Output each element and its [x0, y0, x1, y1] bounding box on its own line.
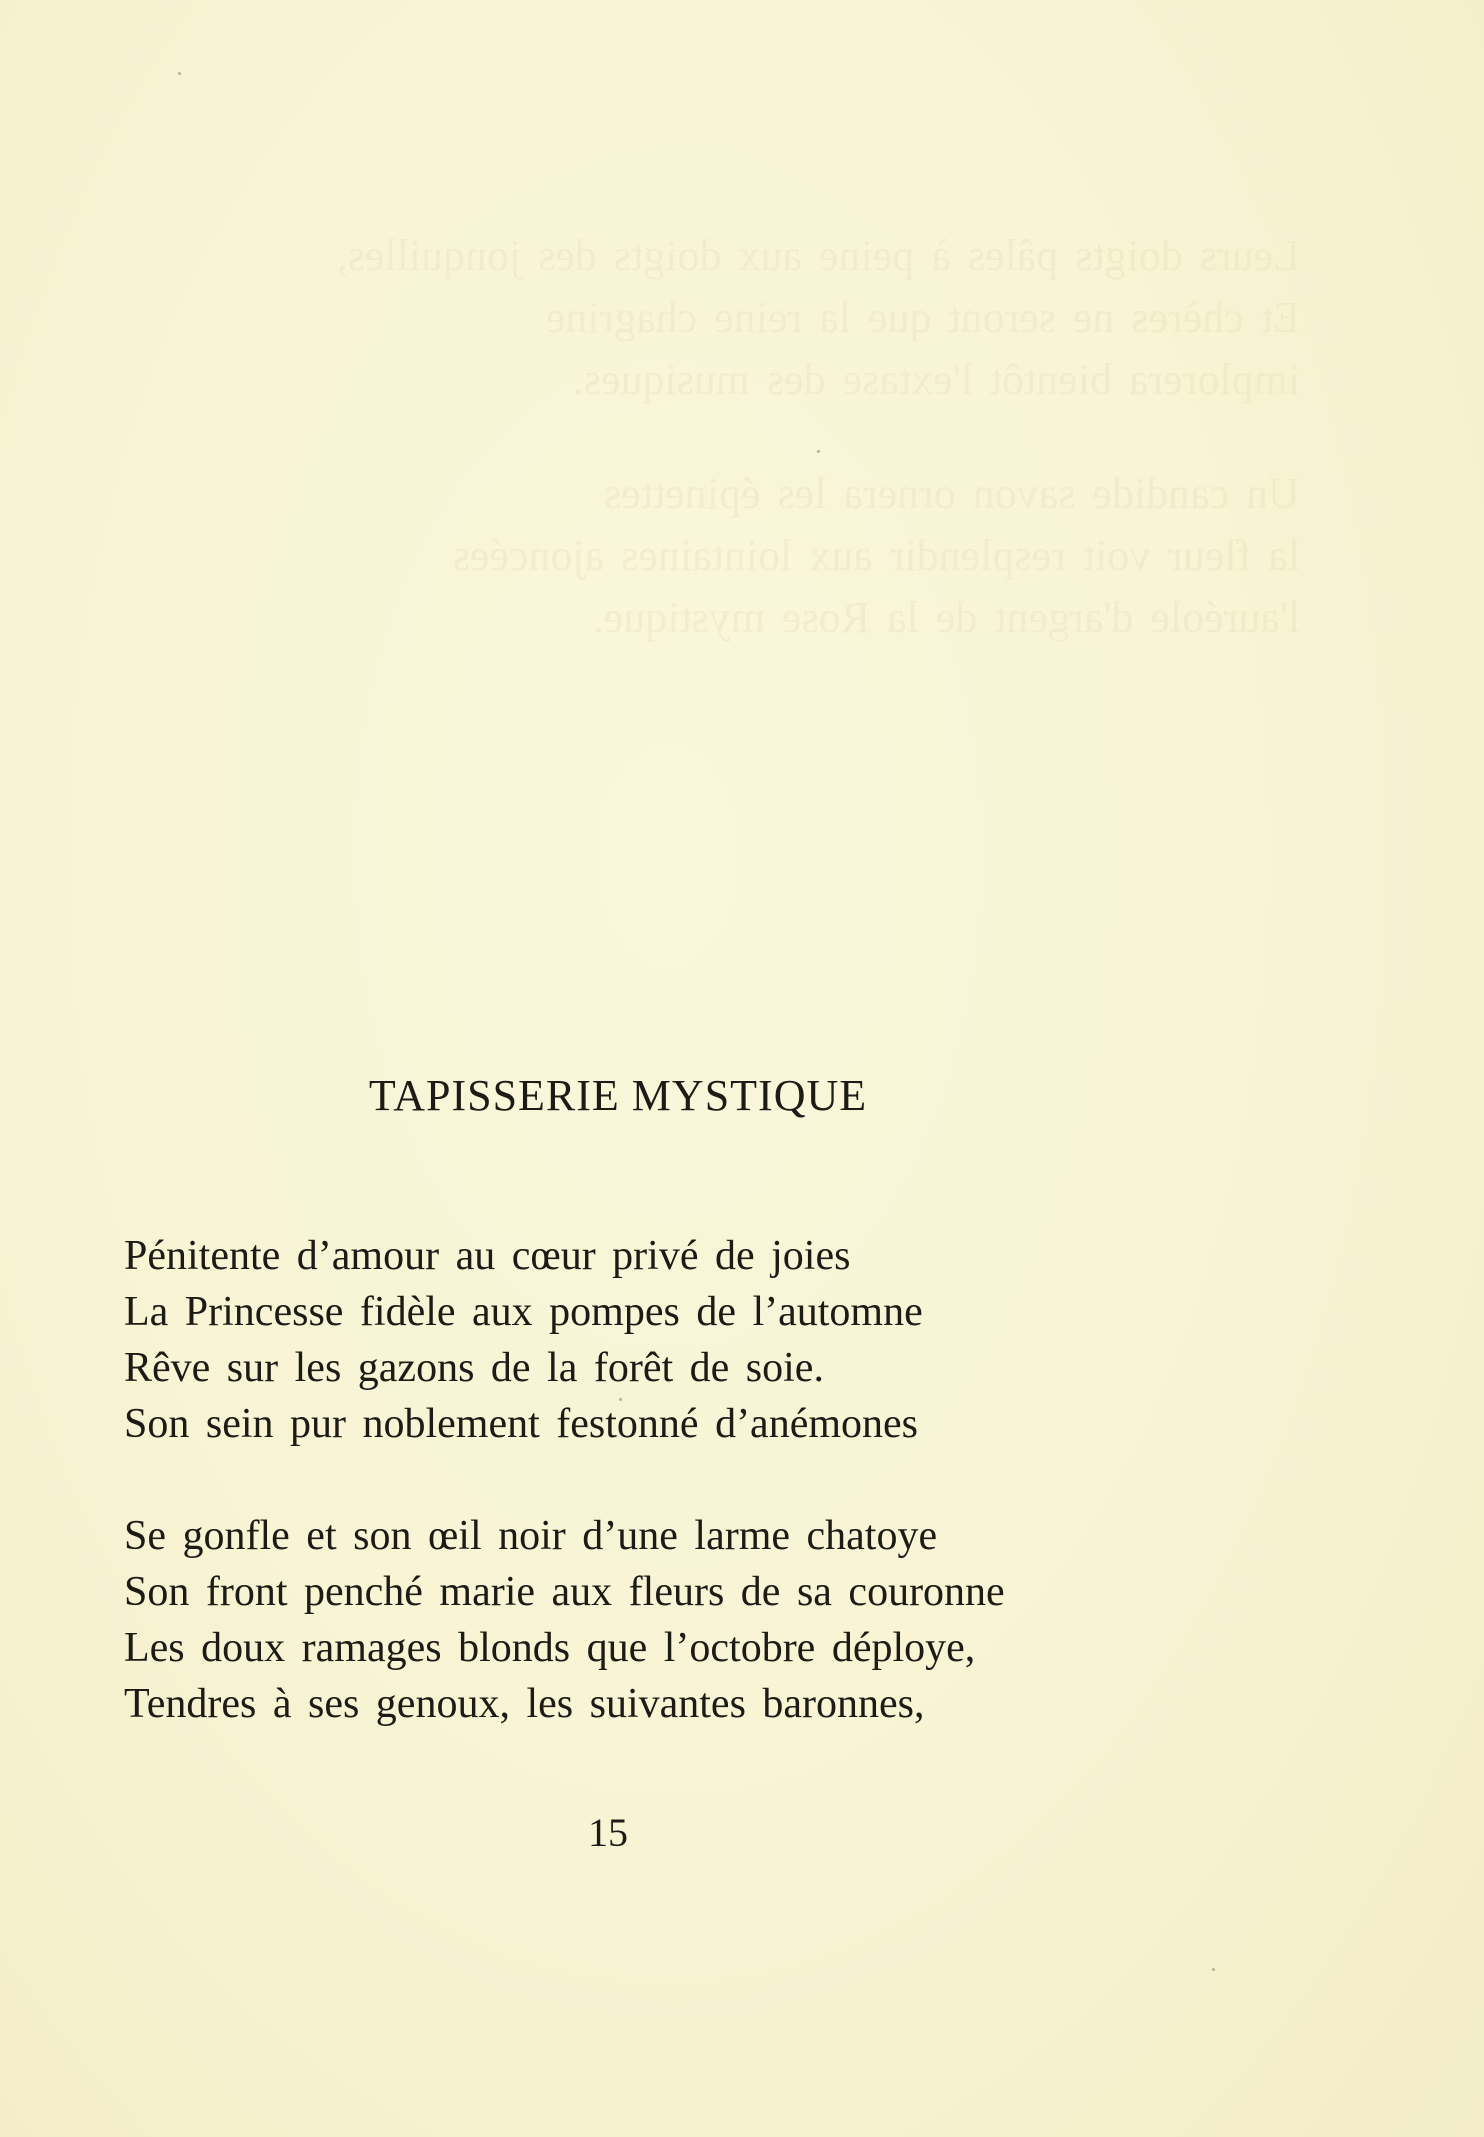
show-through-stanza-1: [336, 225, 1300, 411]
paper-speck: [817, 450, 820, 453]
verse-line: La Princesse fidèle aux pompes de l’automne: [124, 1289, 923, 1335]
poem-title: TAPISSERIE MYSTIQUE: [368, 1071, 868, 1120]
show-through-line: la fleur voit resplendir aux lointaines ajoncées: [452, 531, 1300, 580]
poem-body: [124, 1228, 1274, 1788]
show-through-line: Et chères ne seront que la reine chagrine: [545, 293, 1300, 342]
show-through-text: [336, 225, 1300, 701]
show-through-line: l'auréole d'argent de la Rose mystique.: [592, 593, 1300, 642]
verse-line: Son front penché marie aux fleurs de sa couronne: [124, 1569, 1005, 1615]
verse-line: Tendres à ses genoux, les suivantes baronnes,: [124, 1681, 925, 1727]
show-through-stanza-2: [360, 463, 1300, 649]
verse-line: Rêve sur les gazons de la forêt de soie.: [124, 1345, 824, 1391]
show-through-line: implorera bientôt l'extase des musiques.: [572, 355, 1300, 404]
show-through-line: Un candide savon ornera les épinettes: [604, 469, 1300, 518]
verse-line: Les doux ramages blonds que l’octobre déploye,: [124, 1625, 976, 1671]
stanza-2: [124, 1508, 1274, 1732]
paper-speck: [178, 72, 181, 75]
paper-speck: [1212, 1968, 1215, 1971]
paper-speck: [619, 1398, 622, 1401]
verse-line: Pénitente d’amour au cœur privé de joies: [124, 1233, 851, 1279]
stanza-1: [124, 1228, 1274, 1452]
verse-line: Se gonfle et son œil noir d’une larme chatoye: [124, 1513, 938, 1559]
verse-line: Son sein pur noblement festonné d’anémones: [124, 1401, 918, 1447]
show-through-line: Leurs doigts pâles à peine aux doigts des jonquilles,: [336, 231, 1300, 280]
page-number: 15: [588, 1810, 628, 1855]
